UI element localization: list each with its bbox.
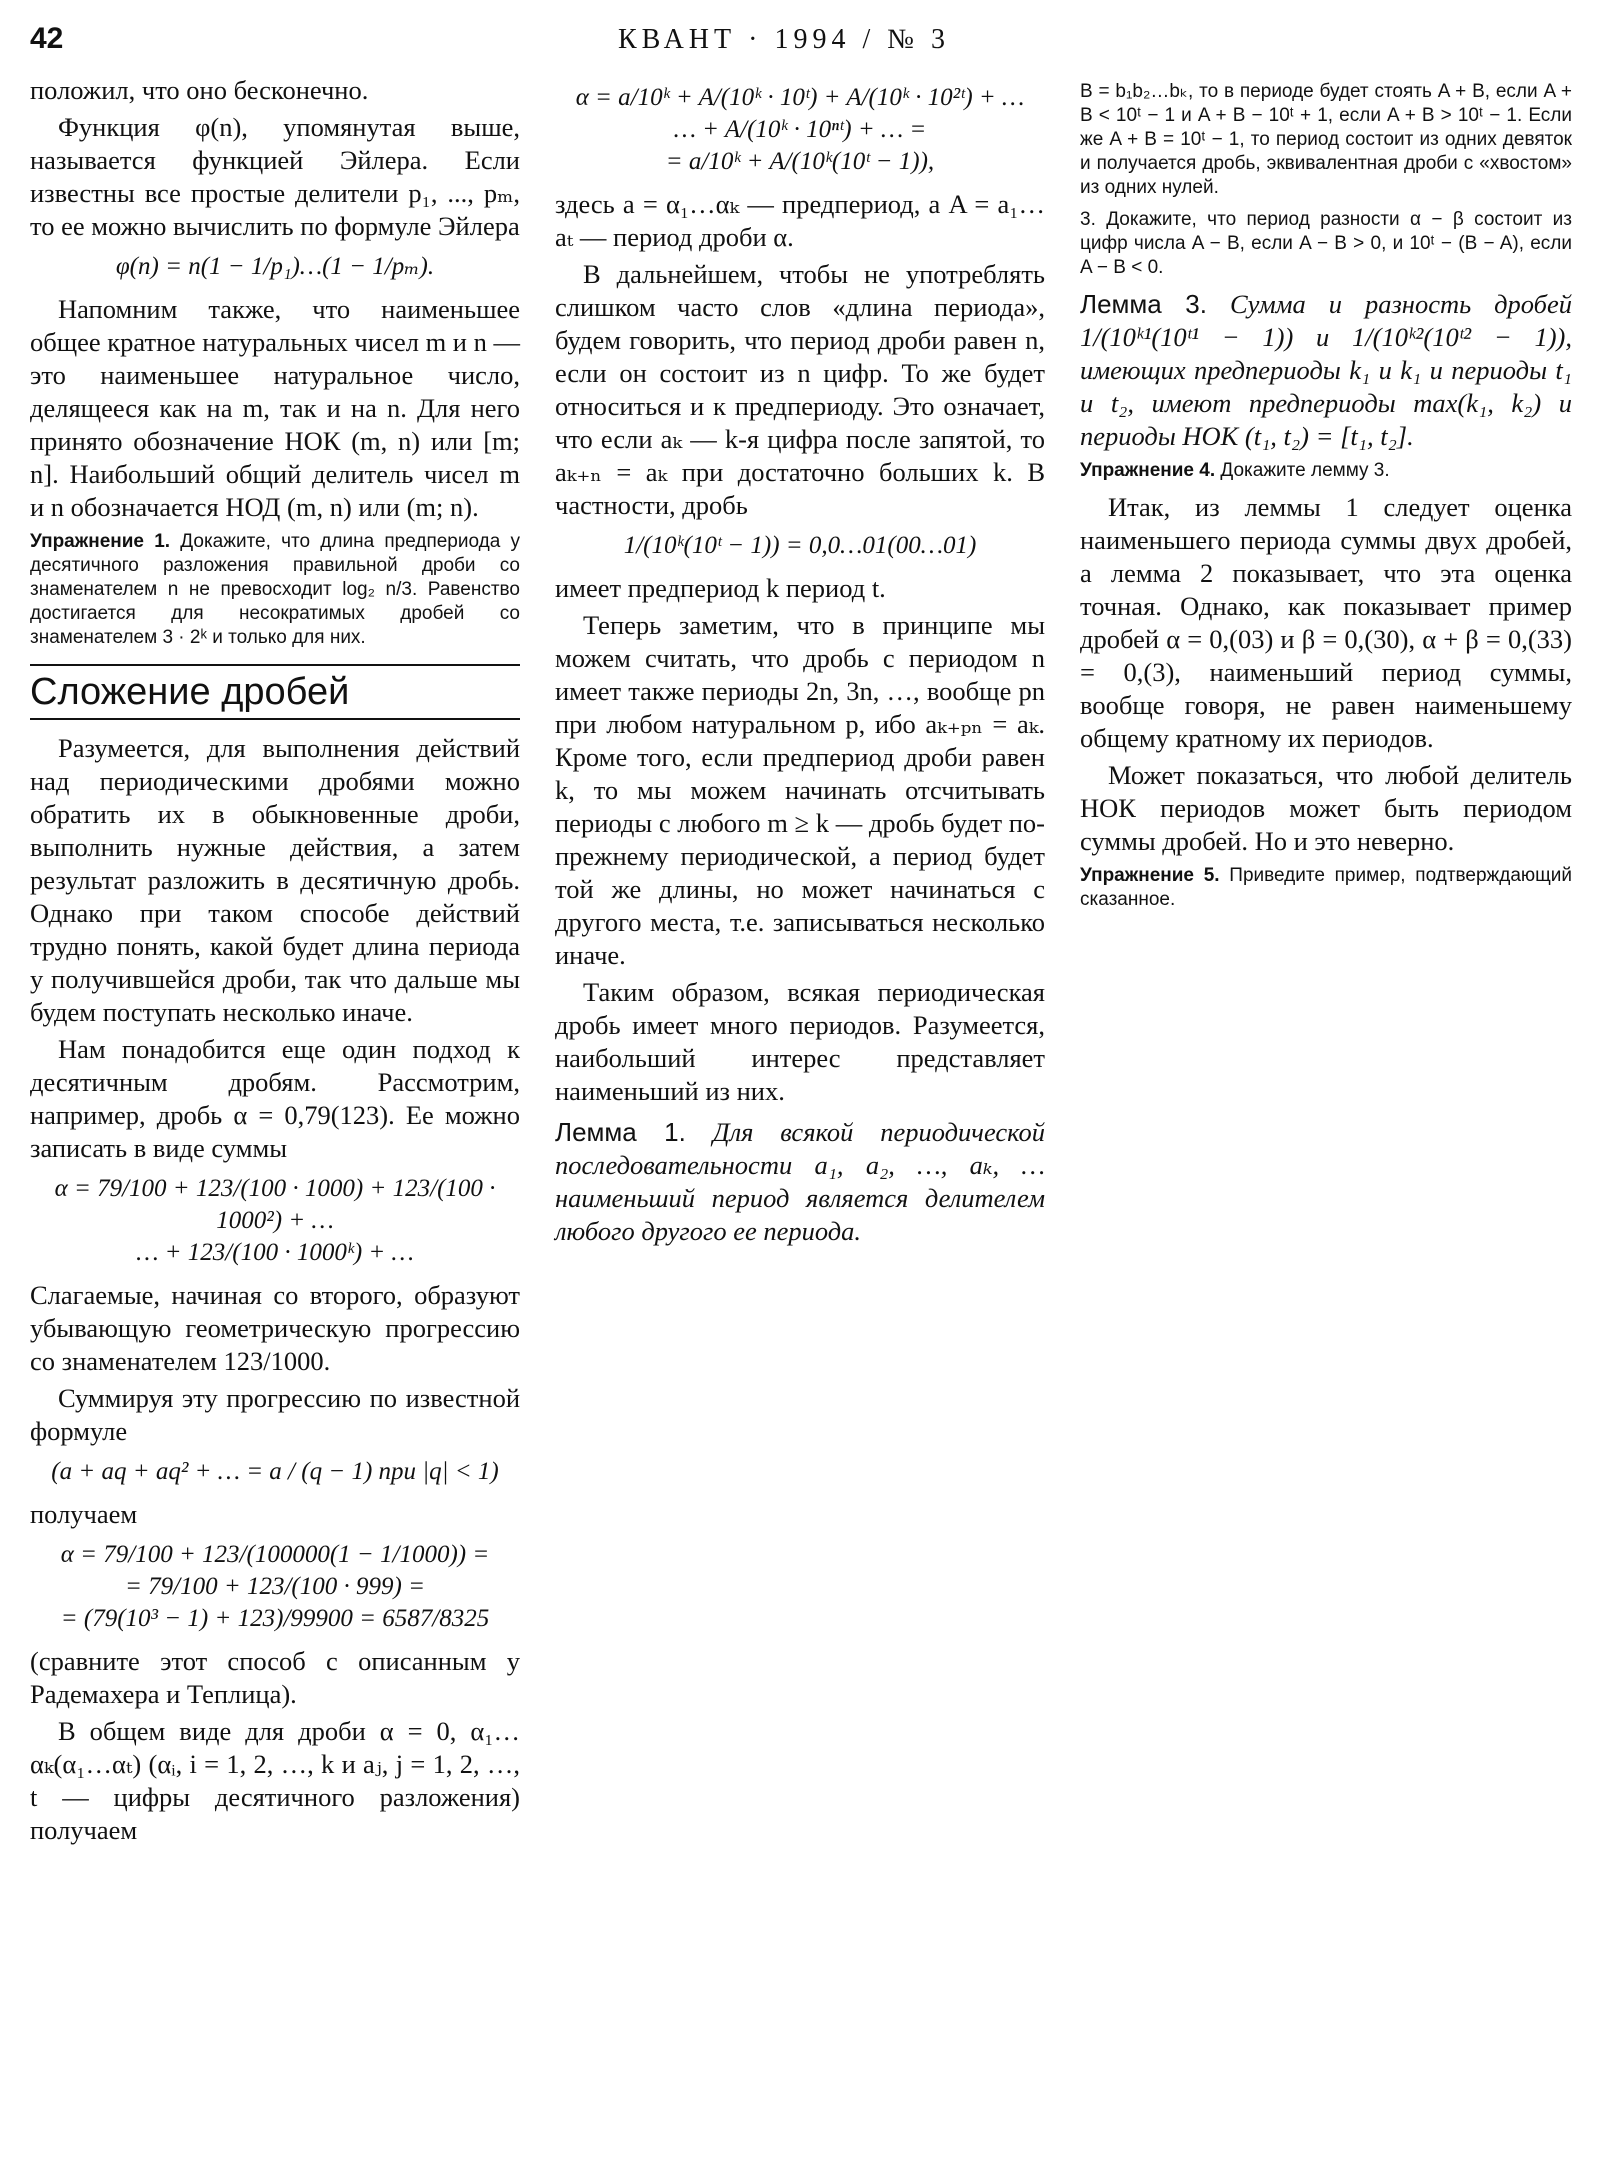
paragraph: В дальнейшем, чтобы не употреблять слишком часто слов «длина периода», будем говорить, что период дроби равен n, если он состоит из n цифр. То же будет относиться и к предпериоду. Это означает, что если aₖ — k-я цифра после запятой, то aₖ₊ₙ = aₖ при достаточно больших k. В частности, дробь: [555, 259, 1045, 520]
exercise-text: Приведите пример, подтверждающий сказанное.: [1080, 865, 1573, 910]
magazine-title: КВАНТ · 1994 / № 3: [618, 24, 950, 55]
lemma-title: Лемма 1.: [555, 1117, 686, 1147]
formula: (a + aq + aq² + … = a / (q − 1) при |q| < 1): [51, 1458, 499, 1485]
paragraph: Слагаемые, начиная со второго, образуют убывающую геометрическую прогрессию со знаменателем 123/1000.: [30, 1280, 520, 1376]
lemma-1: [555, 1116, 1045, 1248]
paragraph: В общем виде для дроби α = 0, α₁…αₖ(α₁…αₜ) (αᵢ, i = 1, 2, …, k и aⱼ, j = 1, 2, …, t — цифры десятичного разложения) получаем: [30, 1716, 520, 1845]
formula: α = 79/100 + 123/(100000(1 − 1/1000)) = = 79/100 + 123/(100 · 999) = = (79(10³ − 1) + 123)/99900 = 6587/8325: [60, 1541, 490, 1632]
exercise-continued: B = b₁b₂…bₖ, то в периоде будет стоять A + B, если A + B < 10ᵗ − 1 и A + B − 10ᵗ + 1, если A + B > 10ᵗ − 1. Если же A + B = 10ᵗ − 1, то период состоит из одних девяток и получается дробь, эквивалентная дроби с «хвостом» из одних нулей.: [1080, 81, 1572, 198]
paragraph: Может показаться, что любой делитель НОК периодов может быть периодом суммы дробей. Но и это неверно.: [1080, 760, 1572, 856]
paragraph: Функция φ(n), упомянутая выше, называется функцией Эйлера. Если известны все простые делители p₁, ..., pₘ, то ее можно вычислить по формуле Эйлера: [30, 112, 520, 241]
paragraph: (сравните этот способ с описанным у Радемахера и Теплица).: [30, 1646, 520, 1709]
exercise-label: Упражнение 1.: [30, 531, 171, 552]
formula: φ(n) = n(1 − 1/p₁)…(1 − 1/pₘ).: [115, 253, 435, 280]
paragraph: Напомним также, что наименьшее общее кратное натуральных чисел m и n — это наименьшее натуральное число, делящееся как на m, так и на n. Для него принято обозначение НОК (m, n) или [m; n]. Наибольший общий делитель чисел m и n обозначается НОД (m, n) или (m; n).: [30, 294, 520, 522]
column-2: [555, 74, 1045, 1254]
section-title: Сложение дробей: [30, 664, 520, 720]
lemma-text: Для всякой периодической последовательности a₁, a₂, …, aₖ, … наименьший период является делителем любого другого ее периода.: [555, 1117, 1046, 1246]
lemma-title: Лемма 3.: [1080, 289, 1207, 319]
lemma-3: [1080, 288, 1572, 453]
formula: α = a/10ᵏ + A/(10ᵏ · 10ᵗ) + A/(10ᵏ · 10²ᵗ) + … … + A/(10ᵏ · 10ⁿᵗ) + … = = a/10ᵏ + A/(10ᵏ(10ᵗ − 1)),: [575, 84, 1025, 175]
column-3: [1080, 74, 1572, 920]
paragraph: Теперь заметим, что в принципе мы можем считать, что дробь с периодом n имеет также периоды 2n, 3n, …, вообще pn при любом натуральном p, ибо aₖ₊ₚₙ = aₖ. Кроме того, если предпериод дроби равен k, то мы можем начинать отсчитывать периоды с любого m ≥ k — дробь будет по-прежнему периодической, а период будет той же длины, но может начинаться с другого места, т.е. записываться несколько иначе.: [555, 610, 1045, 970]
paragraph: здесь a = α₁…αₖ — предпериод, а A = a₁…aₜ — период дроби α.: [555, 189, 1045, 252]
paragraph: Итак, из леммы 1 следует оценка наименьшего периода суммы двух дробей, а лемма 2 показывает, что эта оценка точная. Однако, как показывает пример дробей α = 0,(03) и β = 0,(30), α + β = 0,(33) = 0,(3), наименьший период суммы, вообще говоря, не равен наименьшему общему кратному их периодов.: [1080, 492, 1572, 753]
paragraph: имеет предпериод k период t.: [555, 573, 886, 603]
paragraph: получаем: [30, 1499, 138, 1529]
paragraph: Таким образом, всякая периодическая дробь имеет много периодов. Разумеется, наибольший интерес представляет наименьший из них.: [555, 977, 1045, 1106]
exercise-label: Упражнение 5.: [1080, 865, 1220, 886]
exercise: 3. Докажите, что период разности α − β состоит из цифр числа A − B, если A − B > 0, и 10ᵗ − (B − A), если A − B < 0.: [1080, 209, 1572, 278]
paragraph: Разумеется, для выполнения действий над периодическими дробями можно обратить их в обыкновенные дроби, выполнить нужные действия, а затем результат разложить в десятичную дробь. Однако при таком способе действий трудно понять, какой будет длина периода у получившейся дроби, так что дальше мы будем поступать несколько иначе.: [30, 733, 520, 1027]
formula: α = 79/100 + 123/(100 · 1000) + 123/(100 · 1000²) + … … + 123/(100 · 1000ᵏ) + …: [54, 1175, 496, 1266]
exercise: [1080, 864, 1572, 912]
formula: 1/(10ᵏ(10ᵗ − 1)) = 0,0…01(00…01): [623, 532, 977, 559]
page-header: [30, 22, 1570, 62]
column-1: [30, 74, 520, 1851]
paragraph: положил, что оно бесконечно.: [30, 75, 369, 105]
exercise-text: Докажите, что длина предпериода у десятичного разложения правильной дроби со знаменателем n не превосходит log₂ n/3. Равенство достигается для несократимых дробей со знаменателем 3 · 2ᵏ и только для них.: [30, 531, 521, 648]
exercise-text: Докажите лемму 3.: [1220, 460, 1390, 481]
lemma-text: Сумма и разность дробей 1/(10ᵏ¹(10ᵗ¹ − 1)) и 1/(10ᵏ²(10ᵗ² − 1)), имеющих предпериоды k₁ и k₁ и периоды t₁ и t₂, имеют предпериоды max(k₁, k₂) и периоды НОК (t₁, t₂) = [t₁, t₂].: [1080, 289, 1573, 451]
page-number: 42: [30, 22, 64, 55]
exercise-label: Упражнение 4.: [1080, 460, 1216, 481]
exercise: [30, 530, 520, 650]
exercise: [1080, 459, 1572, 483]
paragraph: Нам понадобится еще один подход к десятичным дробям. Рассмотрим, например, дробь α = 0,79(123). Ее можно записать в виде суммы: [30, 1034, 520, 1163]
paragraph: Суммируя эту прогрессию по известной формуле: [30, 1383, 520, 1446]
